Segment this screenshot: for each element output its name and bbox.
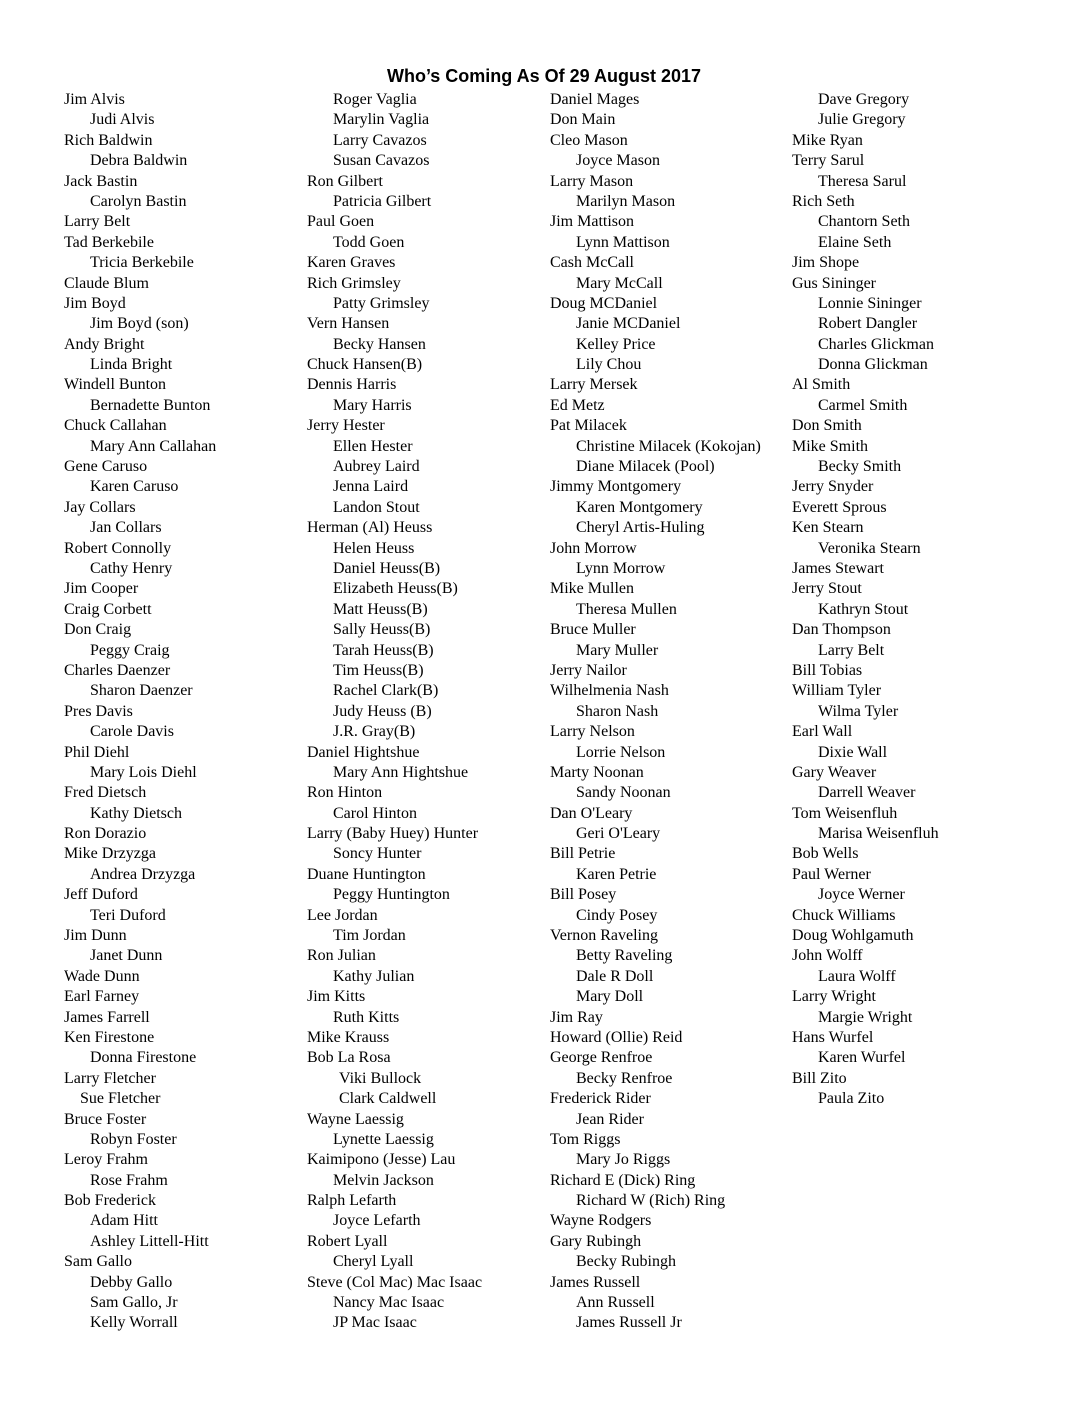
guest-name-companion: Sue Fletcher [80,1090,161,1108]
guest-name: Jerry Snyder [792,478,874,496]
guest-name-companion: Kelly Worrall [90,1314,178,1332]
guest-name-companion: Kathryn Stout [818,600,909,618]
guest-name-companion: Robyn Foster [90,1130,177,1148]
guest-name-companion: Geri O'Leary [576,825,661,843]
guest-name: Mike Krauss [307,1028,390,1046]
guest-name: Jim Cooper [64,580,139,598]
guest-name-companion: Larry Belt [818,641,885,659]
guest-name-companion: Ann Russell [576,1294,655,1312]
guest-name-companion: Christine Milacek (Kokojan) [576,437,761,455]
guest-name: Jerry Stout [792,580,862,598]
guest-name-companion: Theresa Mullen [576,600,677,618]
guest-name: Doug Wohlgamuth [792,927,914,945]
guest-name: Jeff Duford [64,886,138,904]
guest-name: Kaimipono (Jesse) Lau [307,1151,456,1169]
guest-name: Larry Wright [792,988,876,1006]
guest-name: Larry (Baby Huey) Hunter [307,825,479,843]
guest-name-companion: Aubrey Laird [333,458,420,476]
guest-name: Don Main [550,111,616,129]
guest-name: Dan Thompson [792,621,891,639]
guest-name: Bob Frederick [64,1192,156,1210]
guest-name: Robert Connolly [64,539,172,557]
guest-name: Jim Mattison [550,213,635,231]
guest-name-companion: Susan Cavazos [333,152,430,170]
guest-name-companion: Roger Vaglia [333,91,417,108]
guest-name-companion: Karen Wurfel [818,1049,906,1067]
guest-name: Mike Mullen [550,580,634,598]
guest-name: Marty Noonan [550,763,644,781]
guest-name: Andy Bright [64,335,145,353]
guest-name-companion: Kathy Dietsch [90,804,182,822]
guest-name: Jim Kitts [307,988,366,1006]
guest-name: Ron Hinton [307,784,383,802]
guest-name-companion: Jean Rider [576,1110,644,1128]
guest-name-companion: Marisa Weisenfluh [818,825,939,843]
guest-name: Don Smith [792,417,862,435]
guest-name-companion: Ashley Littell-Hitt [90,1232,209,1250]
guest-name: Jim Shope [792,254,860,272]
guest-name-companion: Becky Hansen [333,335,426,353]
guest-name: Ken Firestone [64,1028,155,1046]
guest-name-companion: Charles Glickman [818,335,934,353]
guest-name: Earl Wall [792,723,853,741]
guest-name-companion: Viki Bullock [339,1069,422,1087]
guest-name-companion: Becky Renfroe [576,1069,673,1087]
guest-name-companion: Joyce Mason [576,152,660,170]
names-column-4 [792,90,939,1110]
guest-name: Ken Stearn [792,519,864,537]
guest-name-companion: Kathy Julian [333,967,415,985]
guest-name-companion: Paula Zito [818,1090,885,1108]
guest-name: Daniel Hightshue [307,743,420,761]
guest-name: Richard E (Dick) Ring [550,1171,696,1189]
guest-name: James Farrell [64,1008,150,1026]
guest-name-companion: Theresa Sarul [818,172,907,190]
guest-name-companion: Carol Hinton [333,804,417,822]
guest-name-companion: Carmel Smith [818,396,908,414]
guest-name-companion: Sandy Noonan [576,784,671,802]
guest-name-companion: Clark Caldwell [339,1090,437,1108]
guest-name: Lee Jordan [307,906,378,924]
guest-name: Mike Ryan [792,131,863,149]
guest-name-companion: Peggy Huntington [333,886,450,904]
guest-name: Chuck Hansen(B) [307,356,423,374]
guest-name: Chuck Callahan [64,417,167,435]
guest-name-companion: Diane Milacek (Pool) [576,458,715,476]
guest-name-companion: Patty Grimsley [333,294,430,312]
guest-name: Jerry Hester [307,417,385,435]
guest-name: Gene Caruso [64,458,148,476]
guest-name-companion: Todd Goen [333,233,405,251]
guest-name-companion: Marylin Vaglia [333,111,430,129]
guest-name: Don Craig [64,621,132,639]
guest-name-companion: Betty Raveling [576,947,673,965]
guest-name: Jim Ray [550,1008,603,1026]
guest-name-companion: Dale R Doll [576,967,654,985]
guest-name-companion: Sharon Daenzer [90,682,193,700]
guest-name: Ron Julian [307,947,376,965]
guest-name: Bruce Foster [64,1110,147,1128]
guest-name-companion: Ellen Hester [333,437,413,455]
guest-name: Ron Gilbert [307,172,383,190]
guest-name-companion: Helen Heuss [333,539,415,557]
guest-name-companion: Mary Ann Callahan [90,437,217,455]
guest-name-companion: Jan Collars [90,519,162,537]
guest-name-companion: Debby Gallo [90,1273,173,1291]
guest-name: Jim Boyd [64,294,126,312]
guest-name-companion: Mary Lois Diehl [90,763,197,781]
guest-name: Windell Bunton [64,376,167,394]
guest-name-companion: Lily Chou [576,356,642,374]
guest-name: Bob Wells [792,845,859,863]
guest-name-companion: Andrea Drzyzga [90,865,196,883]
guest-name: Ed Metz [550,396,605,414]
guest-name-companion: Jim Boyd (son) [90,315,189,333]
guest-name-companion: Peggy Craig [90,641,170,659]
guest-name-companion: Cheryl Lyall [333,1253,414,1271]
guest-name: Cleo Mason [550,131,628,149]
guest-name-companion: Melvin Jackson [333,1171,434,1189]
guest-name-companion: Adam Hitt [90,1212,158,1230]
guest-name-companion: Marilyn Mason [576,192,676,210]
guest-name-companion: Karen Petrie [576,865,657,883]
guest-name: James Russell [550,1273,641,1291]
guest-name-companion: Linda Bright [90,356,173,374]
guest-name: Wayne Rodgers [550,1212,652,1230]
guest-name-companion: Tarah Heuss(B) [333,641,434,659]
guest-name: Larry Mersek [550,376,638,394]
guest-name: Craig Corbett [64,600,152,618]
guest-name: Rich Grimsley [307,274,401,292]
guest-name-companion: Joyce Lefarth [333,1212,421,1230]
guest-name-companion: Lorrie Nelson [576,743,666,761]
guest-name: Ron Dorazio [64,825,147,843]
guest-name: James Stewart [792,559,884,577]
guest-name-companion: Judi Alvis [90,111,155,129]
guest-name: Vernon Raveling [550,927,658,945]
guest-name: Larry Nelson [550,723,635,741]
guest-name-companion: Tim Heuss(B) [333,661,424,679]
names-column-1 [64,90,216,1334]
guest-name-companion: Becky Rubingh [576,1253,676,1271]
guest-name: Tom Riggs [550,1130,621,1148]
guest-name-companion: Karen Montgomery [576,498,703,516]
guest-name: Charles Daenzer [64,661,171,679]
guest-name-companion: Mary Doll [576,988,644,1006]
guest-name-companion: Lynn Morrow [576,559,666,577]
guest-name-companion: Soncy Hunter [333,845,422,863]
guest-name: Jim Alvis [64,91,125,108]
guest-name-companion: Joyce Werner [818,886,905,904]
guest-name: Bill Zito [792,1069,847,1087]
guest-name-companion: Carole Davis [90,723,174,741]
guest-name: Dennis Harris [307,376,397,394]
guest-name: Paul Goen [307,213,375,231]
guest-name: Steve (Col Mac) Mac Isaac [307,1273,483,1291]
guest-name-companion: Tricia Berkebile [90,254,194,272]
guest-name: Vern Hansen [307,315,390,333]
guest-name: Rich Seth [792,192,855,210]
guest-name: Tad Berkebile [64,233,154,251]
guest-name: Duane Huntington [307,865,426,883]
guest-name: Doug MCDaniel [550,294,658,312]
guest-name-companion: Landon Stout [333,498,420,516]
guest-name-companion: Bernadette Bunton [90,396,211,414]
guest-name: Phil Diehl [64,743,130,761]
guest-name: Wayne Laessig [307,1110,404,1128]
guest-name: Pres Davis [64,702,133,720]
guest-name-companion: Dave Gregory [818,91,910,108]
guest-name: Larry Mason [550,172,634,190]
guest-name: Jimmy Montgomery [550,478,682,496]
guest-name-companion: Margie Wright [818,1008,913,1026]
guest-name-companion: Sally Heuss(B) [333,621,431,639]
guest-name-companion: Lynette Laessig [333,1130,434,1148]
guest-name-companion: Mary Jo Riggs [576,1151,671,1169]
guest-name-companion: Wilma Tyler [818,702,899,720]
guest-name: Terry Sarul [792,152,865,170]
guest-name-companion: Mary Muller [576,641,659,659]
guest-name: George Renfroe [550,1049,653,1067]
guest-name: Bill Petrie [550,845,616,863]
guest-name: Fred Dietsch [64,784,147,802]
guest-name: Herman (Al) Heuss [307,519,433,537]
guest-name: Gary Weaver [792,763,877,781]
guest-name-companion: Sharon Nash [576,702,659,720]
guest-name: Pat Milacek [550,417,627,435]
guest-name-companion: Lonnie Sininger [818,294,922,312]
guest-name: Larry Belt [64,213,131,231]
guest-name-companion: Jenna Laird [333,478,409,496]
guest-name: Leroy Frahm [64,1151,148,1169]
guest-name: Ralph Lefarth [307,1192,397,1210]
guest-name: Claude Blum [64,274,149,292]
guest-name: Mike Smith [792,437,869,455]
guest-name-companion: Mary McCall [576,274,663,292]
page-title: Who’s Coming As Of 29 August 2017 [386,66,702,86]
guest-name-companion: J.R. Gray(B) [333,723,416,741]
guest-name-companion: Laura Wolff [818,967,896,985]
guest-name-companion: Cathy Henry [90,559,173,577]
guest-name: Rich Baldwin [64,131,153,149]
guest-name: Hans Wurfel [792,1028,874,1046]
guest-name: Al Smith [792,376,851,394]
guest-name-companion: Mary Ann Hightshue [333,763,469,781]
guest-name: John Morrow [550,539,637,557]
guest-name: Mike Drzyzga [64,845,156,863]
names-column-2 [307,90,482,1334]
guest-name-companion: Robert Dangler [818,315,918,333]
guest-name-companion: Daniel Heuss(B) [333,559,441,577]
names-column-3 [550,90,761,1334]
guest-name-companion: Larry Cavazos [333,131,427,149]
guest-name-companion: Rose Frahm [90,1171,168,1189]
guest-name: Karen Graves [307,254,396,272]
guest-name-companion: Donna Firestone [90,1049,197,1067]
guest-name-companion: James Russell Jr [576,1314,682,1332]
guest-name: Bob La Rosa [307,1049,391,1067]
guest-name-companion: Becky Smith [818,458,902,476]
guest-name-companion: Karen Caruso [90,478,179,496]
guest-name: Jay Collars [64,498,136,516]
guest-name: Wilhelmenia Nash [550,682,669,700]
guest-name: Wade Dunn [64,967,140,985]
guest-name-companion: Darrell Weaver [818,784,916,802]
guest-name-companion: Chantorn Seth [818,213,910,231]
guest-name: Jim Dunn [64,927,127,945]
guest-name-companion: Nancy Mac Isaac [333,1294,445,1312]
guest-name-companion: Janet Dunn [90,947,163,965]
guest-name: Chuck Williams [792,906,896,924]
guest-name: Sam Gallo [64,1253,132,1271]
guest-name-companion: Ruth Kitts [333,1008,400,1026]
guest-name: John Wolff [792,947,863,965]
guest-name-companion: Elaine Seth [818,233,892,251]
guest-name: Everett Sprous [792,498,887,516]
guest-name-companion: Tim Jordan [333,927,406,945]
guest-name-companion: Kelley Price [576,335,656,353]
guest-name: Bill Tobias [792,661,863,679]
guest-name: William Tyler [792,682,882,700]
guest-name-companion: Teri Duford [90,906,166,924]
guest-name-companion: Mary Harris [333,396,412,414]
guest-name-companion: Richard W (Rich) Ring [576,1192,726,1210]
guest-name: Earl Farney [64,988,140,1006]
guest-name-companion: Lynn Mattison [576,233,670,251]
guest-name: Larry Fletcher [64,1069,156,1087]
guest-name: Cash McCall [550,254,634,272]
guest-name: Robert Lyall [307,1232,388,1250]
guest-name-companion: JP Mac Isaac [333,1314,417,1332]
guest-name: Gus Sininger [792,274,876,292]
guest-name: Tom Weisenfluh [792,804,898,822]
guest-name: Bruce Muller [550,621,636,639]
guest-name: Howard (Ollie) Reid [550,1028,683,1046]
guest-name: Paul Werner [792,865,871,883]
guest-name-companion: Debra Baldwin [90,152,188,170]
guest-name-companion: Elizabeth Heuss(B) [333,580,458,598]
guest-name: Dan O'Leary [550,804,633,822]
guest-name-companion: Carolyn Bastin [90,192,187,210]
guest-name-companion: Sam Gallo, Jr [90,1294,178,1312]
guest-name-companion: Veronika Stearn [818,539,921,557]
guest-name-companion: Patricia Gilbert [333,192,432,210]
guest-name-companion: Rachel Clark(B) [333,682,439,700]
guest-name-companion: Julie Gregory [818,111,906,129]
guest-name-companion: Donna Glickman [818,356,928,374]
guest-name: Jerry Nailor [550,661,627,679]
guest-name-companion: Dixie Wall [818,743,888,761]
guest-name-companion: Janie MCDaniel [576,315,681,333]
guest-name-companion: Matt Heuss(B) [333,600,428,618]
guest-name-companion: Cheryl Artis-Huling [576,519,705,537]
guest-name: Jack Bastin [64,172,138,190]
guest-name-companion: Judy Heuss (B) [333,702,432,720]
guest-name: Bill Posey [550,886,617,904]
guest-name: Frederick Rider [550,1090,651,1108]
guest-name-companion: Cindy Posey [576,906,658,924]
guest-name: Gary Rubingh [550,1232,642,1250]
guest-name: Daniel Mages [550,91,640,108]
